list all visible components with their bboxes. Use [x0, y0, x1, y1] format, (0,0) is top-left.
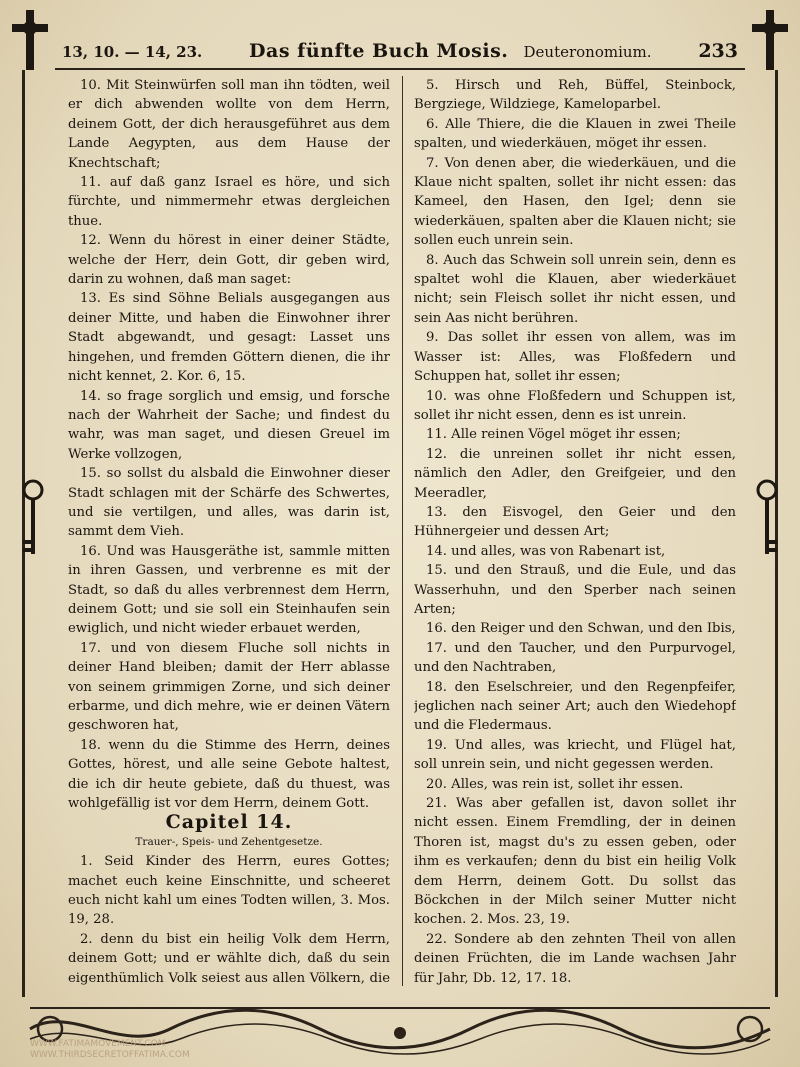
- verse: 16. den Reiger und den Schwan, und den Ibis,: [426, 621, 736, 637]
- verse: 7. Von denen aber, die wiederkäuen, und die Klaue nicht spalten, sollet ihr nicht essen: das Kameel, den Hasen, den Igel; denn sie wiederkäuen, spalten aber die Klauen nicht; sie sollen euch unrein sein.: [414, 155, 736, 249]
- page-number: 233: [698, 40, 738, 62]
- verse: 8. Auch das Schwein soll unrein sein, denn es spaltet wohl die Klauen, aber wiederkäuet nicht; sein Fleisch sollet ihr nicht essen, und sein Aas nicht berühren.: [414, 252, 736, 326]
- book-title: Das fünfte Buch Mosis.: [249, 40, 509, 62]
- key-ornament-icon: [18, 478, 48, 568]
- running-header: [62, 40, 738, 66]
- verse: 18. den Eselschreier, und den Regenpfeifer, jeglichen nach seiner Art; auch den Wiedehopf und die Fledermaus.: [414, 679, 736, 734]
- header-title-group: [249, 40, 652, 62]
- verse: 17. und von diesem Fluche soll nichts in deiner Hand bleiben; damit der Herr ablasse von seinem grimmigen Zorne, und sich deiner erbarme, und dich mehre, wie er deinen Vätern geschworen hat,: [68, 640, 390, 734]
- right-column: [414, 76, 736, 986]
- verse: 11. Alle reinen Vögel möget ihr essen;: [426, 427, 681, 443]
- verse: 17. und den Taucher, und den Purpurvogel, und den Nachtraben,: [414, 640, 736, 676]
- verse: 12. die unreinen sollet ihr nicht essen, nämlich den Adler, den Greifgeier, und den Meeradler,: [414, 446, 736, 501]
- verse: 15. und den Strauß, und die Eule, und das Wasserhuhn, und den Sperber nach seinen Arten;: [414, 563, 736, 617]
- verse: 14. so frage sorglich und emsig, und forsche nach der Wahrheit der Sache; und findest du wahr, was man saget, und diesen Greuel im Werke vollzogen,: [68, 388, 390, 462]
- verse: 20. Alles, was rein ist, sollet ihr essen.: [426, 776, 684, 792]
- verse: 5. Hirsch und Reh, Büffel, Steinbock, Bergziege, Wildziege, Kameloparbel.: [414, 78, 736, 113]
- column-divider: [402, 76, 403, 986]
- chapter-summary: Trauer-, Speis- und Zehentgesetze.: [135, 835, 323, 848]
- verse: 21. Was aber gefallen ist, davon sollet ihr nicht essen. Einem Fremdling, der in deinen Thoren ist, magst du's zu essen geben, oder ihm es verkaufen; denn du bist ein heilig Volk dem Herrn, deinem Gott. Du sollst das Böckchen in der Milch seiner Mutter nicht kochen. 2. Mos. 23, 19.: [414, 796, 736, 928]
- watermark: [30, 1039, 190, 1061]
- verse: 10. was ohne Floßfedern und Schuppen ist, sollet ihr nicht essen, denn es ist unrein.: [414, 388, 736, 423]
- verse: 13. Es sind Söhne Belials ausgegangen aus deiner Mitte, und haben die Einwohner ihrer Stadt abgewandt, und gesagt: Lasset uns hingehen, und fremden Göttern dienen, die ihr nicht kennet, 2. Kor. 6, 15.: [68, 291, 390, 385]
- key-ornament-icon: [752, 478, 782, 568]
- book-subtitle: Deuteronomium.: [523, 43, 652, 61]
- chapter-title: Capitel 14.: [165, 811, 293, 834]
- verse: 18. wenn du die Stimme des Herrn, deines Gottes, hörest, und alle seine Gebote haltest, die ich dir heute gebiete, daß du thuest, was wohlgefällig ist vor dem Herrn, deinem Gott.: [68, 737, 390, 812]
- header-rule: [55, 68, 745, 70]
- cross-ornament-icon: [748, 8, 792, 72]
- verse: 15. so sollst du alsbald die Einwohner dieser Stadt schlagen mit der Schärfe des Schwertes, und sie vertilgen, und alles, was darin ist, sammt dem Vieh.: [68, 466, 390, 540]
- verse: 16. Und was Hausgeräthe ist, sammle mitten in ihren Gassen, und verbrenne es mit der Stadt, so daß du alles verbrennest dem Herrn, deinem Gott; und sie soll ein Steinhaufen sein ewiglich, und nicht wieder erbauet werden,: [68, 543, 390, 637]
- verse: 19. Und alles, was kriecht, und Flügel hat, soll unrein sein, und nicht gegessen werden.: [414, 737, 736, 773]
- verse-range: 13, 10. — 14, 23.: [62, 43, 203, 61]
- verse: 22. Sondere ab den zehnten Theil von allen deinen Früchten, die im Lande wachsen Jahr für Jahr, Db. 12, 17. 18.: [414, 931, 736, 986]
- verse: 6. Alle Thiere, die die Klauen in zwei Theile spalten, und wiederkäuen, möget ihr essen.: [414, 116, 736, 152]
- verse: 2. denn du bist ein heilig Volk dem Herrn, deinem Gott; und er wählte dich, daß du sein eigenthümlich Volk seiest aus allen Völkern, die: [68, 931, 390, 986]
- verse: 1. Seid Kinder des Herrn, eures Gottes; machet euch keine Einschnitte, und scheeret euch nicht kahl um eines Todten willen, 3. Mos. 19, 28.: [68, 854, 390, 928]
- watermark-line: WWW.THIRDSECRETOFFATIMA.COM: [30, 1050, 190, 1060]
- cross-ornament-icon: [8, 8, 52, 72]
- watermark-line: WWW.FATIMAMOVEMENT.COM: [30, 1039, 166, 1049]
- left-column: [68, 76, 390, 986]
- verse: 10. Mit Steinwürfen soll man ihn tödten, weil er dich abwenden wollte von dem Herrn, deinem Gott, der dich herausgeführet aus dem Lande Aegypten, aus dem Hause der Knechtschaft;: [68, 78, 390, 171]
- verse: 13. den Eisvogel, den Geier und den Hühnergeier und dessen Art;: [414, 504, 736, 540]
- verse: 11. auf daß ganz Israel es höre, und sich fürchte, und nimmermehr etwas dergleichen thue.: [68, 175, 390, 229]
- verse: 9. Das sollet ihr essen von allem, was im Wasser ist: Alles, was Floßfedern und Schuppen hat, sollet ihr essen;: [414, 330, 736, 385]
- verse: 12. Wenn du hörest in einer deiner Städte, welche der Herr, dein Gott, dir geben wird, darin zu wohnen, daß man saget:: [68, 233, 390, 288]
- verse: 14. und alles, was von Rabenart ist,: [426, 543, 666, 559]
